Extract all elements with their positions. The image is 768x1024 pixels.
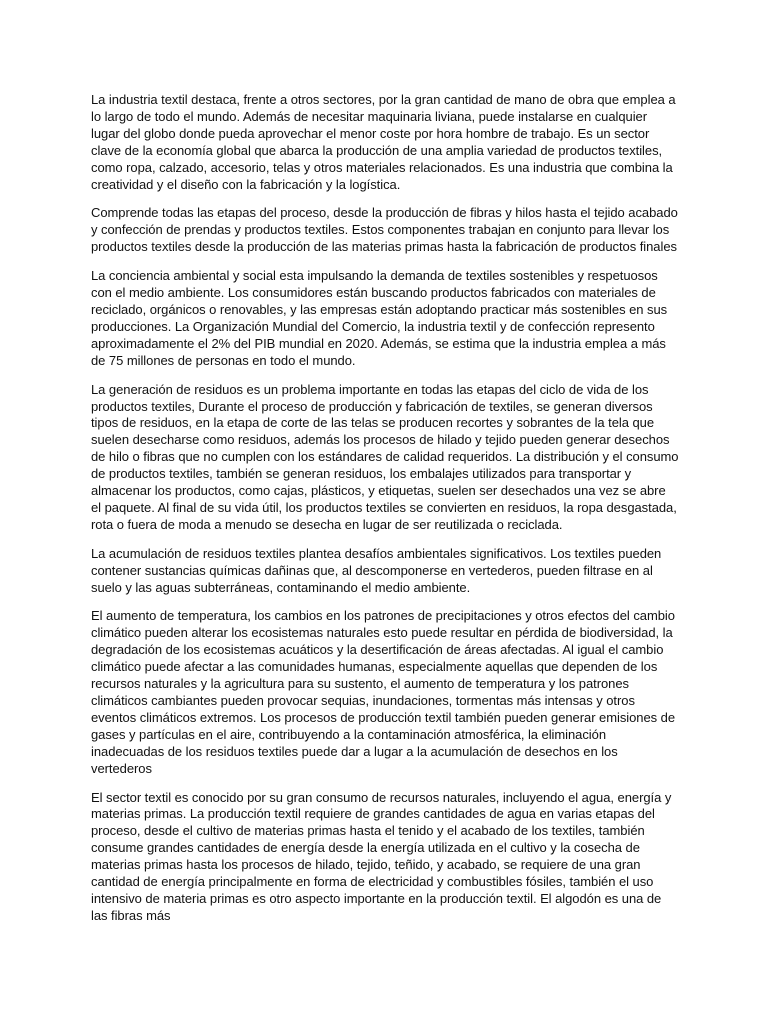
paragraph-3: La conciencia ambiental y social esta impulsando la demanda de textiles sostenibles y respetuosos con el medio ambiente. Los consumidores están buscando productos fabricados con materiales de reciclado, orgánicos o renovables, y las empresas están adoptando practicar más sostenibles en sus producciones. La Organización Mundial del Comercio, la industria textil y de confección represento aproximadamente el 2% del PIB mundial en 2020. Además, se estima que la industria emplea a más de 75 millones de personas en todo el mundo. bbox=[91, 268, 668, 368]
paragraph-2: Comprende todas las etapas del proceso, desde la producción de fibras y hilos hasta el tejido acabado y confección de prendas y productos textiles. Estos componentes trabajan en conjunto para llevar los productos textiles desde la producción de las materias primas hasta la fabricación de productos finales bbox=[91, 205, 678, 255]
paragraph-5: La acumulación de residuos textiles plantea desafíos ambientales significativos. Los textiles pueden contener sustancias químicas dañinas que, al descomponerse en vertederos, pueden filtrase en al suelo y las aguas subterráneas, contaminando el medio ambiente. bbox=[91, 545, 662, 595]
paragraph-4: La generación de residuos es un problema importante en todas las etapas del ciclo de vida de los productos textiles, Durante el proceso de producción y fabricación de textiles, se generan diversos tipos de residuos, en la etapa de corte de las telas se producen recortes y sobrantes de la tela que suelen desecharse como residuos, además los procesos de hilado y tejido pueden generar desechos de hilo o fibras que no cumplen con los estándares de calidad requeridos. La distribución y el consumo de productos textiles, también se generan residuos, los embalajes utilizados para transportar y almacenar los productos, como cajas, plásticos, y etiquetas, suelen ser desechados una vez se abre el paquete. Al final de su vida útil, los productos textiles se convierten en residuos, la ropa desgastada, rota o fuera de moda a menudo se desecha en lugar de ser reutilizada o reciclada. bbox=[91, 381, 679, 532]
paragraph-6: El aumento de temperatura, los cambios en los patrones de precipitaciones y otros efectos del cambio climático pueden alterar los ecosistemas naturales esto puede resultar en pérdida de biodiversidad, la degradación de los ecosistemas acuáticos y la desertificación de áreas afectadas. Al igual el cambio climático puede afectar a las comunidades humanas, especialmente aquellas que dependen de los recursos naturales y la agricultura para su sustento, el aumento de temperatura y los patrones climáticos cambiantes pueden provocar sequias, inundaciones, tormentas más intensas y otros eventos climáticos extremos. Los procesos de producción textil también pueden generar emisiones de gases y partículas en el aire, contribuyendo a la contaminación atmosférica, la eliminación inadecuadas de los residuos textiles puede dar a lugar a la acumulación de desechos en los vertederos bbox=[91, 608, 676, 776]
document-body bbox=[91, 92, 679, 937]
paragraph-7: El sector textil es conocido por su gran consumo de recursos naturales, incluyendo el agua, energía y materias primas. La producción textil requiere de grandes cantidades de agua en varias etapas del proceso, desde el cultivo de materias primas hasta el tenido y el acabado de los textiles, también consume grandes cantidades de energía desde la energía utilizada en el cultivo y la cosecha de materias primas hasta los procesos de hilado, tejido, teñido, y acabado, se requiere de una gran cantidad de energía principalmente en forma de electricidad y combustibles fósiles, también el uso intensivo de materia primas es otro aspecto importante en la producción textil. El algodón es una de las fibras más bbox=[91, 789, 672, 923]
paragraph-1: La industria textil destaca, frente a otros sectores, por la gran cantidad de mano de obra que emplea a lo largo de todo el mundo. Además de necesitar maquinaria liviana, puede instalarse en cualquier lugar del globo donde pueda aprovechar el menor coste por hora hombre de trabajo. Es un sector clave de la economía global que abarca la producción de una amplia variedad de productos textiles, como ropa, calzado, accesorio, telas y otros materiales relacionados. Es una industria que combina la creatividad y el diseño con la fabricación y la logística. bbox=[91, 92, 676, 192]
